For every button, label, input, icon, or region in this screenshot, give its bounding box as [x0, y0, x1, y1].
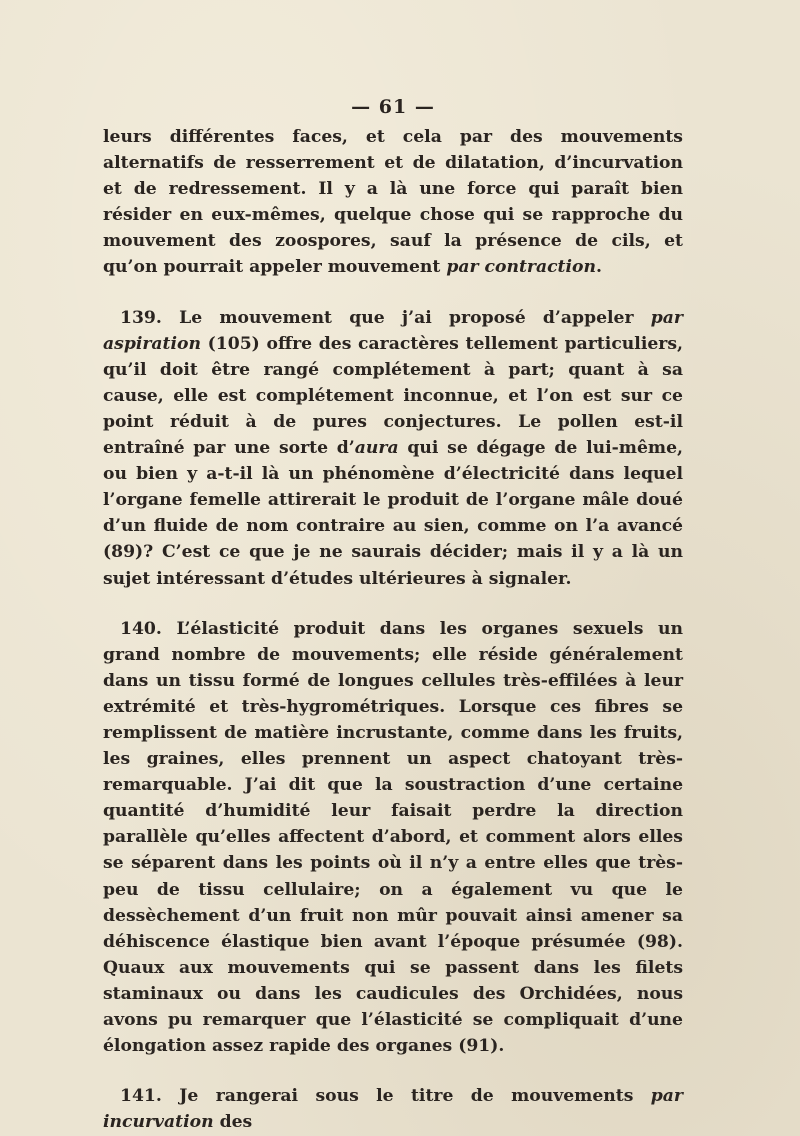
- text-run: (105) offre des caractères tellement particuliers, qu’il doit être rangé complétement à part; quant à sa cause, elle est complétement inconnue, et l’on est sur ce point réduit à de pures conjectures. Le pollen est-il entraîné par une sorte d’: [103, 333, 683, 459]
- text-run: Le mouvement que j’ai proposé d’appeler: [161, 307, 651, 328]
- italic-term: par aspiration: [103, 307, 683, 354]
- text-run: L’élasticité produit dans les organes sexuels un grand nombre de mouvements; elle réside généralement dans un tissu formé de longues cellules très-effilées à leur extrémité et très-hygrométriques. Lorsque ces fibres se remplissent de matière incrustante, comme dans les fruits, les graines, elles prennent un aspect chatoyant très-remarquable. J’ai dit que la soustraction d’une certaine quantité d’humidité leur faisait perdre la direction parallèle qu’elles affectent d’abord, et comment alors elles se séparent dans les points où il n’y a entre elles que très-peu de tissu cellulaire; on a également vu que le dessèchement d’un fruit non mûr pouvait ainsi amener sa déhiscence élastique bien avant l’époque présumée (98). Quaux aux mouvements qui se passent dans les filets staminaux ou dans les caudicules des Orchidées, nous avons pu remarquer que l’élasticité se compliquait d’une élongation assez rapide des organes (91).: [103, 618, 683, 1057]
- paragraph-number: 139.: [120, 307, 162, 328]
- paragraph-140: [103, 616, 683, 1060]
- text-run: des: [213, 1112, 253, 1133]
- italic-term: par incurvation: [103, 1086, 683, 1133]
- text-run: Je rangerai sous le titre de mouvements: [161, 1086, 651, 1107]
- text-run: leurs différentes faces, et cela par des mouvements alternatifs de resserrement et de dilatation, d’incurvation et de redressement. Il y a là une force qui paraît bien résider en eux-mêmes, quelque chose qui se rapproche du mouvement des zoospores, sauf la présence de cils, et qu’on pourrait appeler mouvement: [103, 127, 683, 278]
- paragraph-number: 140.: [120, 618, 162, 639]
- book-page: [103, 96, 683, 1135]
- text-run: .: [596, 257, 602, 278]
- page-number: — 61 —: [351, 96, 435, 118]
- paragraph-139: [103, 305, 683, 592]
- text-run: qui se dégage de lui-même, ou bien y a-t-il là un phénomène d’électricité dans lequel l’organe femelle attirerait le produit de l’organe mâle doué d’un fluide de nom contraire au sien, comme on l’a avancé (89)? C’est ce que je ne saurais décider; mais il y a là un sujet intéressant d’études ultérieures à signaler.: [103, 438, 683, 589]
- paragraph-number: 141.: [120, 1086, 162, 1107]
- paragraph-141: [103, 1083, 683, 1135]
- italic-term: par contraction: [446, 257, 596, 278]
- italic-term: aura: [354, 438, 399, 459]
- paragraph-continuation: [103, 124, 683, 281]
